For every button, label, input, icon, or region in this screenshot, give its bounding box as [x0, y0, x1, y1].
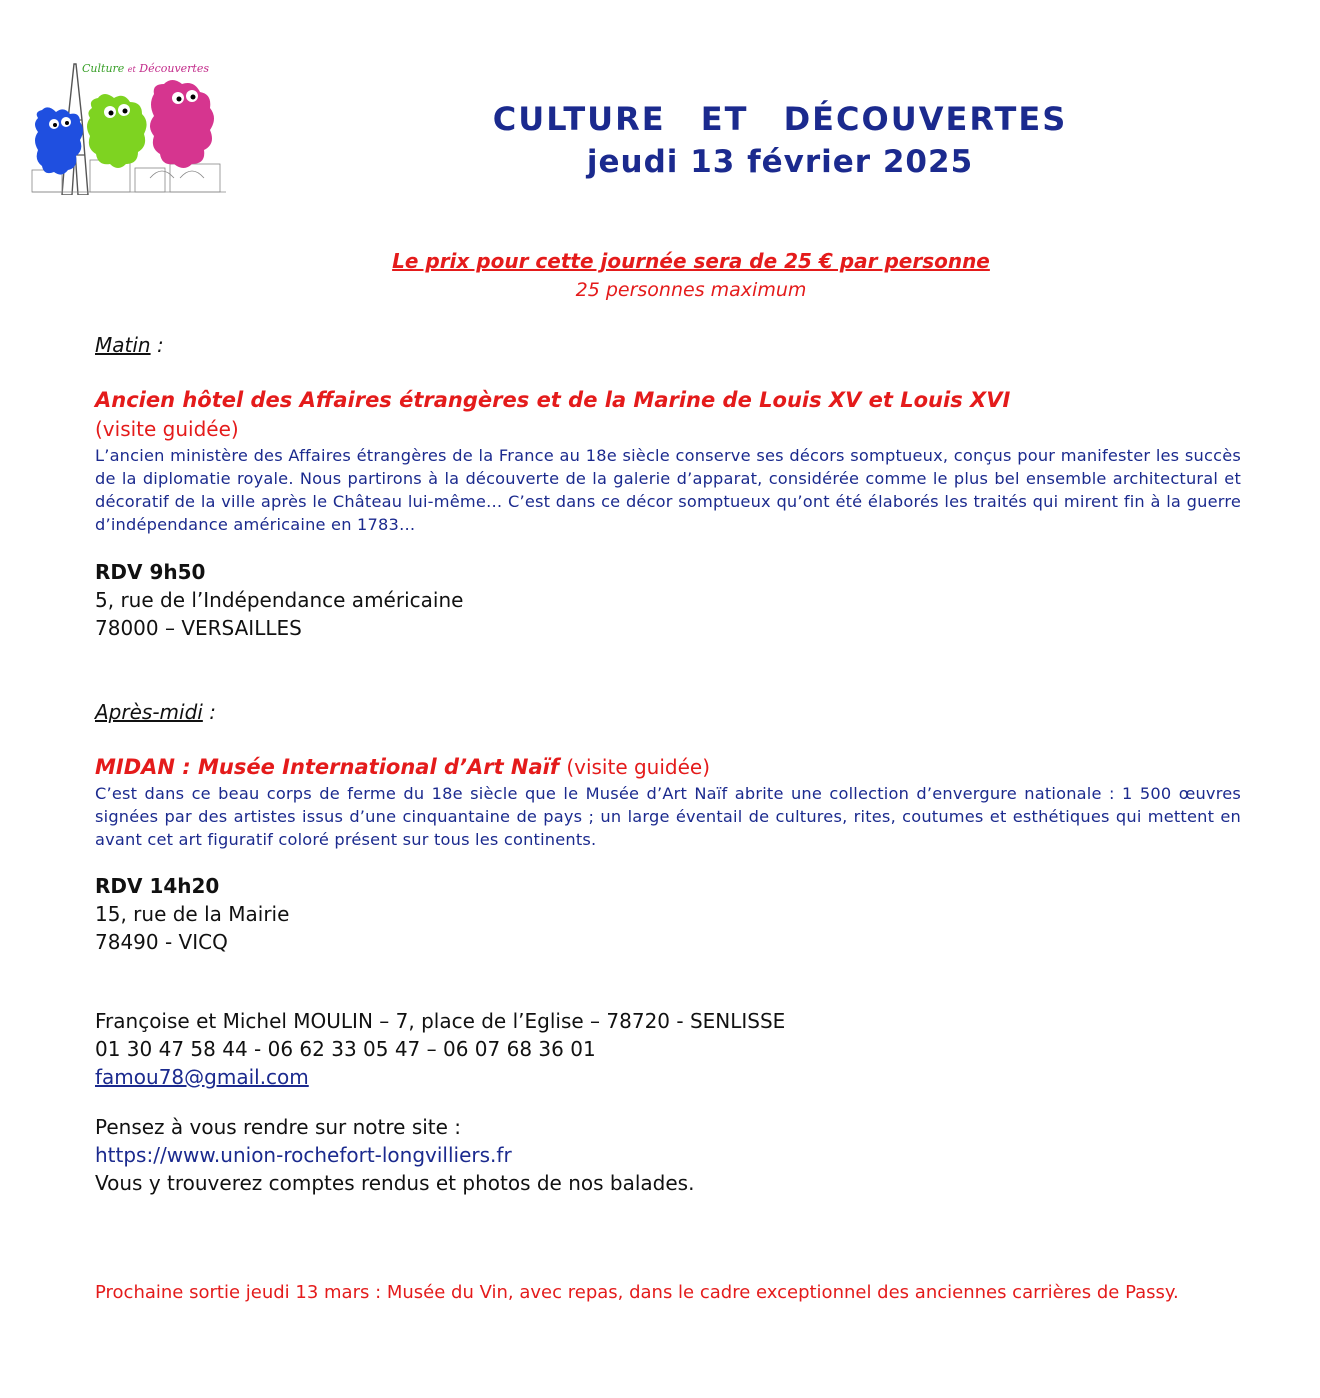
logo-word-culture: Culture [82, 62, 125, 75]
site-note: Vous y trouverez comptes rendus et photos de nos balades. [95, 1171, 695, 1195]
contact-phones: 01 30 47 58 44 - 06 62 33 05 47 – 06 07 68 36 01 [95, 1037, 596, 1061]
site-url-line [95, 1143, 512, 1167]
morning-label-suffix: : [150, 333, 164, 357]
morning-guided-tag: (visite guidée) [95, 417, 239, 441]
price-notice: Le prix pour cette journée sera de 25 € par personne [392, 249, 990, 273]
morning-address-city: 78000 – VERSAILLES [95, 616, 302, 640]
culture-decouvertes-logo [30, 60, 230, 195]
contact-email-link[interactable]: famou78@gmail.com [95, 1065, 309, 1089]
afternoon-guided-tag: (visite guidée) [566, 755, 711, 779]
next-outing-notice: Prochaine sortie jeudi 13 mars : Musée du Vin, avec repas, dans le cadre exceptionnel des anciennes carrières de Passy. [95, 1282, 1179, 1303]
logo-word-et: et [127, 65, 136, 74]
afternoon-address-city: 78490 - VICQ [95, 930, 228, 954]
afternoon-label-text: Après-midi [95, 700, 203, 724]
logo-wordmark [82, 62, 209, 75]
afternoon-description: C’est dans ce beau corps de ferme du 18e siècle que le Musée d’Art Naïf abrite une collection d’envergure nationale : 1 500 œuvres signées par des artistes issus d’une cinquantaine de pays ; un large éventail de cultures, rites, coutumes et esthétiques qui mettent en avant cet art figuratif coloré présent sur tous les continents. [95, 784, 1241, 849]
contact-names-address: Françoise et Michel MOULIN – 7, place de l’Eglise – 78720 - SENLISSE [95, 1009, 786, 1033]
site-prompt: Pensez à vous rendre sur notre site : [95, 1115, 462, 1139]
logo-word-decouvertes: Découvertes [139, 62, 210, 75]
afternoon-label [95, 700, 216, 724]
afternoon-label-suffix: : [202, 700, 216, 724]
afternoon-meeting-time: RDV 14h20 [95, 874, 220, 898]
morning-label [95, 333, 164, 357]
afternoon-venue-title [95, 755, 710, 779]
page-title: CULTURE ET DÉCOUVERTES [492, 100, 1068, 138]
morning-description: L’ancien ministère des Affaires étrangères de la France au 18e siècle conserve ses décors somptueux, conçus pour manifester les succès de la diplomatie royale. Nous partirons à la découverte de la galerie d’apparat, considérée comme le plus bel ensemble architectural et décoratif de la ville après le Château lui-même… C’est dans ce décor somptueux qu’ont été élaborés les traités qui mirent fin à la guerre d’indépendance américaine en 1783… [95, 446, 1241, 534]
max-participants: 25 personnes maximum [575, 279, 807, 301]
afternoon-address-street: 15, rue de la Mairie [95, 902, 290, 926]
morning-meeting-time: RDV 9h50 [95, 560, 206, 584]
logo-illustration [30, 60, 230, 195]
event-date: jeudi 13 février 2025 [586, 144, 974, 180]
morning-label-text: Matin [95, 333, 151, 357]
contact-email-line [95, 1065, 309, 1089]
morning-venue-title: Ancien hôtel des Affaires étrangères et de la Marine de Louis XV et Louis XVI [95, 388, 1011, 412]
afternoon-venue-name: MIDAN : Musée International d’Art Naïf [95, 755, 559, 779]
site-url-link[interactable]: https://www.union-rochefort-longvilliers.fr [95, 1143, 512, 1167]
morning-address-street: 5, rue de l’Indépendance américaine [95, 588, 464, 612]
